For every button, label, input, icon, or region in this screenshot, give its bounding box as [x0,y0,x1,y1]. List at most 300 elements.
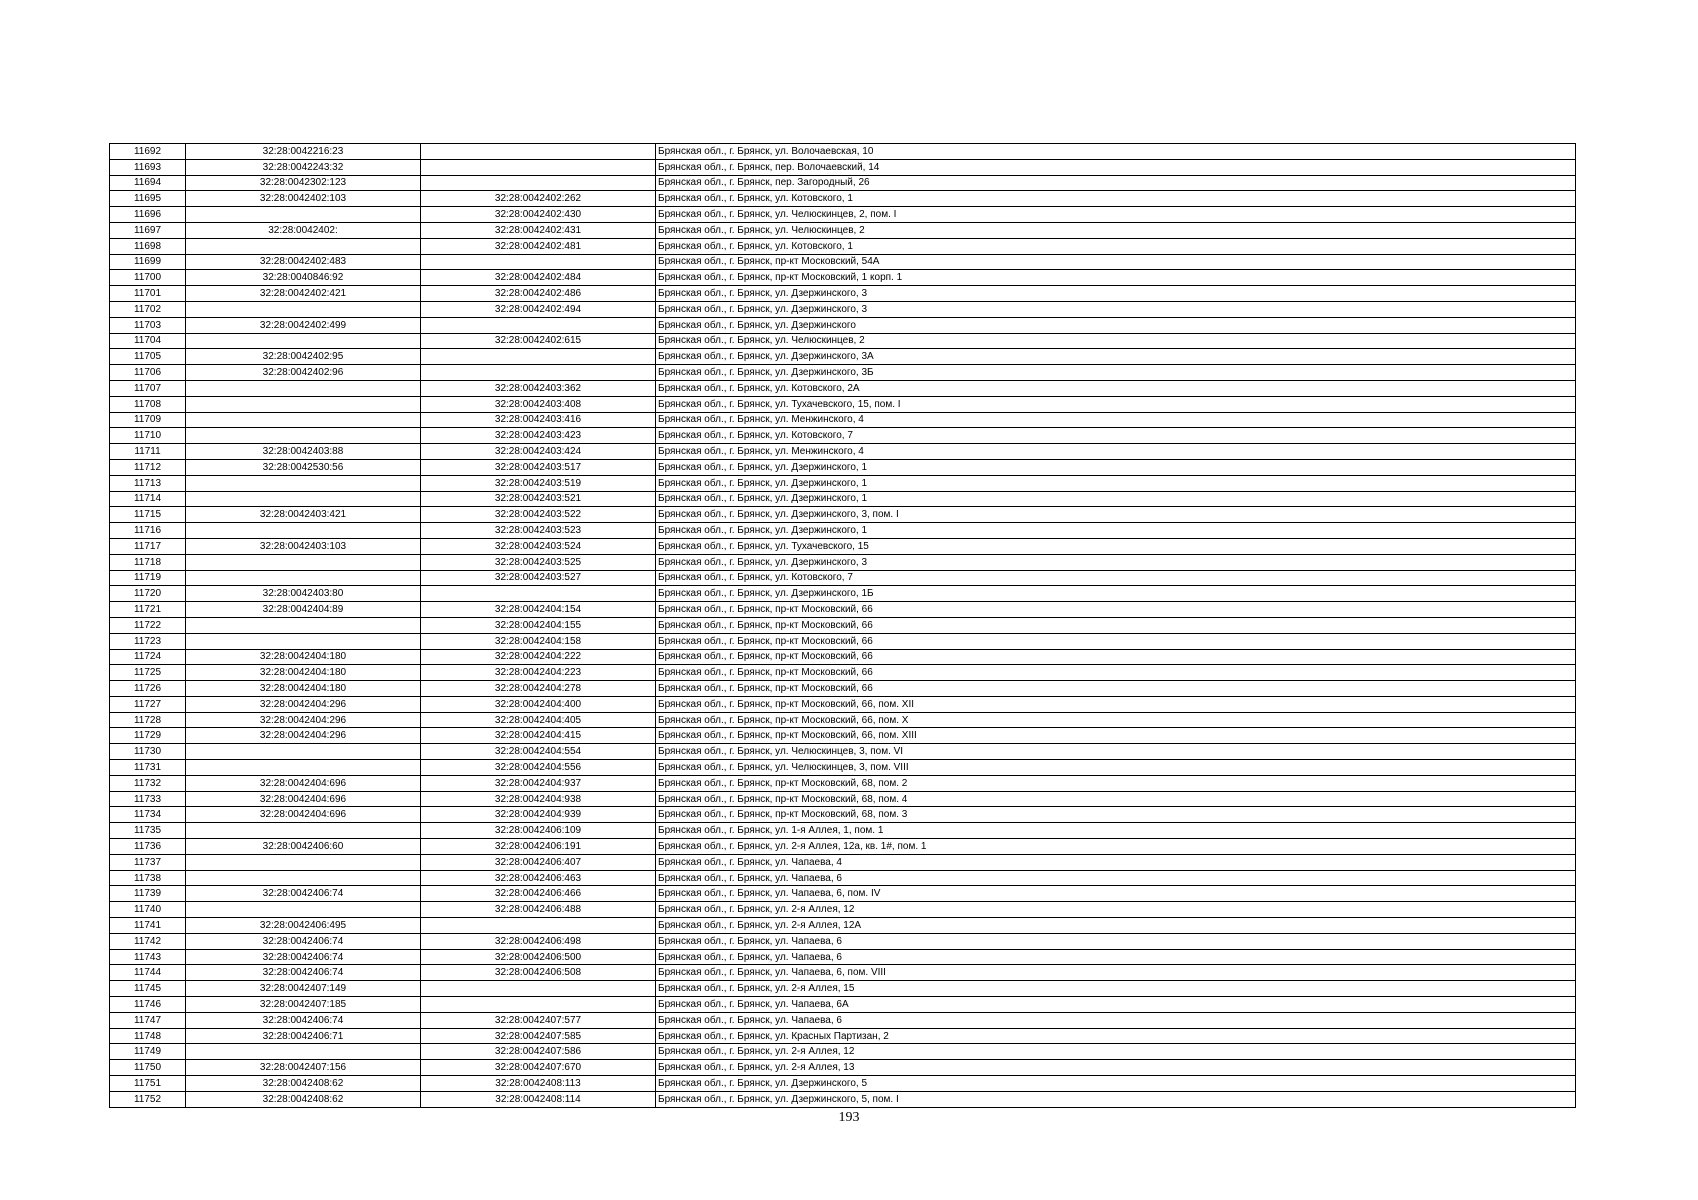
table-row [110,396,1576,412]
land-cadastral-number-cell [186,238,421,254]
address-cell: Брянская обл., г. Брянск, ул. Менжинского, 4 [656,444,1576,460]
land-cadastral-number-cell [186,491,421,507]
row-number-cell: 11707 [110,380,186,396]
table-row [110,791,1576,807]
row-number-cell: 11708 [110,396,186,412]
land-cadastral-number-cell [186,523,421,539]
table-row [110,491,1576,507]
row-number-cell: 11738 [110,870,186,886]
address-cell: Брянская обл., г. Брянск, ул. 2-я Аллея, 12А [656,918,1576,934]
row-number-cell: 11741 [110,918,186,934]
object-cadastral-number-cell: 32:28:0042402:484 [421,270,656,286]
table-row [110,538,1576,554]
table-row [110,886,1576,902]
row-number-cell: 11718 [110,554,186,570]
row-number-cell: 11706 [110,365,186,381]
address-cell: Брянская обл., г. Брянск, ул. Дзержинского, 1 [656,491,1576,507]
object-cadastral-number-cell: 32:28:0042406:488 [421,902,656,918]
table-row [110,286,1576,302]
table-row [110,349,1576,365]
address-cell: Брянская обл., г. Брянск, ул. Дзержинского, 3 [656,554,1576,570]
row-number-cell: 11715 [110,507,186,523]
table-row [110,997,1576,1013]
land-cadastral-number-cell [186,301,421,317]
object-cadastral-number-cell: 32:28:0042402:481 [421,238,656,254]
table-row [110,1044,1576,1060]
row-number-cell: 11710 [110,428,186,444]
object-cadastral-number-cell: 32:28:0042404:222 [421,649,656,665]
land-cadastral-number-cell: 32:28:0042406:71 [186,1028,421,1044]
land-cadastral-number-cell: 32:28:0042408:62 [186,1091,421,1107]
row-number-cell: 11711 [110,444,186,460]
land-cadastral-number-cell: 32:28:0042302:123 [186,175,421,191]
land-cadastral-number-cell [186,854,421,870]
address-cell: Брянская обл., г. Брянск, ул. Чапаева, 6, пом. IV [656,886,1576,902]
object-cadastral-number-cell [421,586,656,602]
table-row [110,760,1576,776]
land-cadastral-number-cell [186,760,421,776]
address-cell: Брянская обл., г. Брянск, ул. Котовского, 1 [656,191,1576,207]
table-row [110,523,1576,539]
land-cadastral-number-cell: 32:28:0042216:23 [186,144,421,160]
row-number-cell: 11751 [110,1076,186,1092]
object-cadastral-number-cell: 32:28:0042404:939 [421,807,656,823]
address-cell: Брянская обл., г. Брянск, ул. Дзержинского, 1 [656,475,1576,491]
table-row [110,1028,1576,1044]
land-cadastral-number-cell: 32:28:0042402:499 [186,317,421,333]
land-cadastral-number-cell: 32:28:0042243:32 [186,159,421,175]
land-cadastral-number-cell: 32:28:0042406:495 [186,918,421,934]
land-cadastral-number-cell: 32:28:0042404:180 [186,681,421,697]
land-cadastral-number-cell: 32:28:0042406:60 [186,839,421,855]
address-cell: Брянская обл., г. Брянск, пр-кт Московский, 1 корп. 1 [656,270,1576,286]
land-cadastral-number-cell: 32:28:0042404:180 [186,665,421,681]
object-cadastral-number-cell [421,997,656,1013]
address-cell: Брянская обл., г. Брянск, ул. Чапаева, 6, пом. VIII [656,965,1576,981]
object-cadastral-number-cell: 32:28:0042403:521 [421,491,656,507]
object-cadastral-number-cell: 32:28:0042403:408 [421,396,656,412]
row-number-cell: 11714 [110,491,186,507]
address-cell: Брянская обл., г. Брянск, ул. Дзержинского, 1 [656,523,1576,539]
row-number-cell: 11701 [110,286,186,302]
row-number-cell: 11732 [110,775,186,791]
land-cadastral-number-cell: 32:28:0042404:296 [186,712,421,728]
table-row [110,238,1576,254]
address-cell: Брянская обл., г. Брянск, ул. Дзержинского [656,317,1576,333]
address-cell: Брянская обл., г. Брянск, пр-кт Московский, 68, пом. 2 [656,775,1576,791]
row-number-cell: 11748 [110,1028,186,1044]
row-number-cell: 11745 [110,981,186,997]
row-number-cell: 11725 [110,665,186,681]
address-cell: Брянская обл., г. Брянск, ул. Челюскинцев, 2, пом. I [656,207,1576,223]
land-cadastral-number-cell: 32:28:0042406:74 [186,949,421,965]
land-cadastral-number-cell: 32:28:0042406:74 [186,886,421,902]
land-cadastral-number-cell: 32:28:0042408:62 [186,1076,421,1092]
row-number-cell: 11709 [110,412,186,428]
object-cadastral-number-cell: 32:28:0042403:522 [421,507,656,523]
row-number-cell: 11724 [110,649,186,665]
address-cell: Брянская обл., г. Брянск, пр-кт Московский, 66 [656,665,1576,681]
table-row [110,159,1576,175]
row-number-cell: 11728 [110,712,186,728]
address-cell: Брянская обл., г. Брянск, пр-кт Московский, 66, пом. XII [656,696,1576,712]
land-cadastral-number-cell: 32:28:0042404:696 [186,791,421,807]
land-cadastral-number-cell: 32:28:0042406:74 [186,965,421,981]
table-row [110,617,1576,633]
land-cadastral-number-cell: 32:28:0042402:483 [186,254,421,270]
row-number-cell: 11747 [110,1012,186,1028]
row-number-cell: 11692 [110,144,186,160]
address-cell: Брянская обл., г. Брянск, ул. Менжинского, 4 [656,412,1576,428]
land-cadastral-number-cell: 32:28:0042402:96 [186,365,421,381]
object-cadastral-number-cell: 32:28:0042403:517 [421,459,656,475]
object-cadastral-number-cell: 32:28:0042403:416 [421,412,656,428]
address-cell: Брянская обл., г. Брянск, ул. 2-я Аллея, 12 [656,1044,1576,1060]
row-number-cell: 11695 [110,191,186,207]
object-cadastral-number-cell: 32:28:0042402:262 [421,191,656,207]
address-cell: Брянская обл., г. Брянск, ул. Котовского, 7 [656,570,1576,586]
land-cadastral-number-cell [186,412,421,428]
address-cell: Брянская обл., г. Брянск, ул. Котовского, 2А [656,380,1576,396]
page-number: 193 [838,1110,860,1125]
table-row [110,459,1576,475]
object-cadastral-number-cell: 32:28:0042404:554 [421,744,656,760]
row-number-cell: 11702 [110,301,186,317]
table-row [110,965,1576,981]
object-cadastral-number-cell: 32:28:0042404:405 [421,712,656,728]
object-cadastral-number-cell: 32:28:0042407:585 [421,1028,656,1044]
land-cadastral-number-cell: 32:28:0042402:103 [186,191,421,207]
table-row [110,633,1576,649]
land-cadastral-number-cell [186,823,421,839]
table-row [110,317,1576,333]
table-row [110,712,1576,728]
table-row [110,602,1576,618]
address-cell: Брянская обл., г. Брянск, ул. Дзержинского, 3 [656,286,1576,302]
land-cadastral-number-cell [186,428,421,444]
object-cadastral-number-cell: 32:28:0042406:407 [421,854,656,870]
object-cadastral-number-cell: 32:28:0042404:158 [421,633,656,649]
row-number-cell: 11705 [110,349,186,365]
land-cadastral-number-cell: 32:28:0042403:80 [186,586,421,602]
address-cell: Брянская обл., г. Брянск, ул. Чапаева, 4 [656,854,1576,870]
land-cadastral-number-cell: 32:28:0042404:296 [186,728,421,744]
address-cell: Брянская обл., г. Брянск, пр-кт Московский, 54А [656,254,1576,270]
row-number-cell: 11693 [110,159,186,175]
address-cell: Брянская обл., г. Брянск, пр-кт Московский, 68, пом. 4 [656,791,1576,807]
table-row [110,665,1576,681]
object-cadastral-number-cell: 32:28:0042404:400 [421,696,656,712]
address-cell: Брянская обл., г. Брянск, ул. Челюскинцев, 3, пом. VI [656,744,1576,760]
land-cadastral-number-cell: 32:28:0042403:103 [186,538,421,554]
row-number-cell: 11726 [110,681,186,697]
table-row [110,981,1576,997]
object-cadastral-number-cell [421,317,656,333]
table-body [110,144,1576,1108]
row-number-cell: 11733 [110,791,186,807]
table-row [110,728,1576,744]
address-cell: Брянская обл., г. Брянск, ул. Чапаева, 6 [656,1012,1576,1028]
row-number-cell: 11717 [110,538,186,554]
row-number-cell: 11703 [110,317,186,333]
object-cadastral-number-cell: 32:28:0042406:191 [421,839,656,855]
land-cadastral-number-cell: 32:28:0042407:185 [186,997,421,1013]
land-cadastral-number-cell [186,207,421,223]
row-number-cell: 11731 [110,760,186,776]
table-row [110,144,1576,160]
land-cadastral-number-cell: 32:28:0042404:696 [186,775,421,791]
address-cell: Брянская обл., г. Брянск, пр-кт Московский, 66 [656,602,1576,618]
address-cell: Брянская обл., г. Брянск, ул. Челюскинцев, 3, пом. VIII [656,760,1576,776]
row-number-cell: 11736 [110,839,186,855]
land-cadastral-number-cell: 32:28:0042404:89 [186,602,421,618]
address-cell: Брянская обл., г. Брянск, ул. Чапаева, 6 [656,933,1576,949]
row-number-cell: 11723 [110,633,186,649]
object-cadastral-number-cell: 32:28:0042403:362 [421,380,656,396]
table-row [110,1076,1576,1092]
object-cadastral-number-cell: 32:28:0042403:519 [421,475,656,491]
table-row [110,807,1576,823]
row-number-cell: 11727 [110,696,186,712]
table-row [110,254,1576,270]
object-cadastral-number-cell: 32:28:0042403:524 [421,538,656,554]
row-number-cell: 11699 [110,254,186,270]
table-row [110,870,1576,886]
row-number-cell: 11744 [110,965,186,981]
row-number-cell: 11749 [110,1044,186,1060]
land-cadastral-number-cell: 32:28:0040846:92 [186,270,421,286]
row-number-cell: 11698 [110,238,186,254]
land-cadastral-number-cell: 32:28:0042406:74 [186,1012,421,1028]
table-row [110,554,1576,570]
row-number-cell: 11734 [110,807,186,823]
address-cell: Брянская обл., г. Брянск, пр-кт Московский, 66, пом. XIII [656,728,1576,744]
table-row [110,333,1576,349]
row-number-cell: 11712 [110,459,186,475]
land-cadastral-number-cell: 32:28:0042402: [186,222,421,238]
table-row [110,444,1576,460]
address-cell: Брянская обл., г. Брянск, пр-кт Московский, 68, пом. 3 [656,807,1576,823]
row-number-cell: 11742 [110,933,186,949]
row-number-cell: 11694 [110,175,186,191]
table-row [110,839,1576,855]
table-row [110,270,1576,286]
table-row [110,902,1576,918]
object-cadastral-number-cell [421,254,656,270]
object-cadastral-number-cell: 32:28:0042402:494 [421,301,656,317]
table-row [110,949,1576,965]
object-cadastral-number-cell: 32:28:0042402:486 [421,286,656,302]
object-cadastral-number-cell: 32:28:0042407:577 [421,1012,656,1028]
row-number-cell: 11739 [110,886,186,902]
row-number-cell: 11743 [110,949,186,965]
address-cell: Брянская обл., г. Брянск, ул. Тухачевского, 15, пом. I [656,396,1576,412]
object-cadastral-number-cell: 32:28:0042408:114 [421,1091,656,1107]
land-cadastral-number-cell: 32:28:0042404:696 [186,807,421,823]
table-row [110,918,1576,934]
object-cadastral-number-cell: 32:28:0042402:430 [421,207,656,223]
table-row [110,507,1576,523]
row-number-cell: 11716 [110,523,186,539]
address-cell: Брянская обл., г. Брянск, ул. Челюскинцев, 2 [656,333,1576,349]
land-cadastral-number-cell [186,380,421,396]
object-cadastral-number-cell: 32:28:0042404:223 [421,665,656,681]
address-cell: Брянская обл., г. Брянск, ул. 1-я Аллея, 1, пом. 1 [656,823,1576,839]
address-cell: Брянская обл., г. Брянск, ул. 2-я Аллея, 12а, кв. 1#, пом. 1 [656,839,1576,855]
table-row [110,222,1576,238]
object-cadastral-number-cell: 32:28:0042404:937 [421,775,656,791]
land-cadastral-number-cell [186,396,421,412]
address-cell: Брянская обл., г. Брянск, ул. 2-я Аллея, 15 [656,981,1576,997]
object-cadastral-number-cell: 32:28:0042404:154 [421,602,656,618]
table-row [110,823,1576,839]
object-cadastral-number-cell: 32:28:0042406:109 [421,823,656,839]
address-cell: Брянская обл., г. Брянск, ул. Котовского, 1 [656,238,1576,254]
object-cadastral-number-cell: 32:28:0042403:423 [421,428,656,444]
land-cadastral-number-cell: 32:28:0042402:421 [186,286,421,302]
table-row [110,175,1576,191]
row-number-cell: 11737 [110,854,186,870]
row-number-cell: 11752 [110,1091,186,1107]
object-cadastral-number-cell: 32:28:0042402:615 [421,333,656,349]
object-cadastral-number-cell [421,981,656,997]
object-cadastral-number-cell: 32:28:0042406:508 [421,965,656,981]
table-row [110,1060,1576,1076]
object-cadastral-number-cell: 32:28:0042406:498 [421,933,656,949]
row-number-cell: 11730 [110,744,186,760]
address-cell: Брянская обл., г. Брянск, ул. Челюскинцев, 2 [656,222,1576,238]
land-cadastral-number-cell [186,475,421,491]
object-cadastral-number-cell: 32:28:0042407:670 [421,1060,656,1076]
table-row [110,649,1576,665]
address-cell: Брянская обл., г. Брянск, пр-кт Московский, 66, пом. X [656,712,1576,728]
row-number-cell: 11750 [110,1060,186,1076]
land-cadastral-number-cell: 32:28:0042530:56 [186,459,421,475]
object-cadastral-number-cell: 32:28:0042403:523 [421,523,656,539]
row-number-cell: 11720 [110,586,186,602]
land-cadastral-number-cell [186,633,421,649]
address-cell: Брянская обл., г. Брянск, ул. 2-я Аллея, 13 [656,1060,1576,1076]
row-number-cell: 11713 [110,475,186,491]
object-cadastral-number-cell: 32:28:0042404:415 [421,728,656,744]
table-row [110,301,1576,317]
object-cadastral-number-cell: 32:28:0042403:527 [421,570,656,586]
object-cadastral-number-cell: 32:28:0042403:525 [421,554,656,570]
land-cadastral-number-cell [186,1044,421,1060]
object-cadastral-number-cell [421,365,656,381]
address-cell: Брянская обл., г. Брянск, ул. Чапаева, 6А [656,997,1576,1013]
object-cadastral-number-cell: 32:28:0042408:113 [421,1076,656,1092]
address-cell: Брянская обл., г. Брянск, ул. Чапаева, 6 [656,870,1576,886]
table-row [110,1012,1576,1028]
land-cadastral-number-cell: 32:28:0042402:95 [186,349,421,365]
row-number-cell: 11697 [110,222,186,238]
table-row [110,854,1576,870]
table-row [110,207,1576,223]
land-cadastral-number-cell [186,744,421,760]
table-row [110,365,1576,381]
address-cell: Брянская обл., г. Брянск, пр-кт Московский, 66 [656,617,1576,633]
land-cadastral-number-cell: 32:28:0042404:180 [186,649,421,665]
address-cell: Брянская обл., г. Брянск, пр-кт Московский, 66 [656,681,1576,697]
land-cadastral-number-cell: 32:28:0042407:156 [186,1060,421,1076]
address-cell: Брянская обл., г. Брянск, ул. Волочаевская, 10 [656,144,1576,160]
address-cell: Брянская обл., г. Брянск, ул. Тухачевского, 15 [656,538,1576,554]
address-cell: Брянская обл., г. Брянск, ул. Чапаева, 6 [656,949,1576,965]
row-number-cell: 11735 [110,823,186,839]
object-cadastral-number-cell [421,175,656,191]
object-cadastral-number-cell [421,159,656,175]
address-cell: Брянская обл., г. Брянск, ул. Дзержинского, 3 [656,301,1576,317]
address-cell: Брянская обл., г. Брянск, ул. Дзержинского, 1Б [656,586,1576,602]
row-number-cell: 11700 [110,270,186,286]
land-cadastral-number-cell [186,333,421,349]
land-cadastral-number-cell [186,870,421,886]
object-cadastral-number-cell: 32:28:0042404:556 [421,760,656,776]
address-cell: Брянская обл., г. Брянск, пер. Загородный, 26 [656,175,1576,191]
row-number-cell: 11696 [110,207,186,223]
address-cell: Брянская обл., г. Брянск, ул. Дзержинского, 5, пом. I [656,1091,1576,1107]
object-cadastral-number-cell [421,918,656,934]
table-row [110,570,1576,586]
object-cadastral-number-cell [421,144,656,160]
address-cell: Брянская обл., г. Брянск, пр-кт Московский, 66 [656,633,1576,649]
table-row [110,191,1576,207]
address-cell: Брянская обл., г. Брянск, пер. Волочаевский, 14 [656,159,1576,175]
land-cadastral-number-cell: 32:28:0042407:149 [186,981,421,997]
row-number-cell: 11746 [110,997,186,1013]
land-cadastral-number-cell [186,617,421,633]
registry-table [109,143,1576,1108]
object-cadastral-number-cell: 32:28:0042406:466 [421,886,656,902]
land-cadastral-number-cell [186,554,421,570]
table-row [110,696,1576,712]
row-number-cell: 11719 [110,570,186,586]
address-cell: Брянская обл., г. Брянск, ул. Дзержинского, 3А [656,349,1576,365]
row-number-cell: 11740 [110,902,186,918]
object-cadastral-number-cell: 32:28:0042404:155 [421,617,656,633]
table-row [110,586,1576,602]
object-cadastral-number-cell: 32:28:0042407:586 [421,1044,656,1060]
table-row [110,475,1576,491]
table-row [110,428,1576,444]
address-cell: Брянская обл., г. Брянск, ул. Дзержинского, 3Б [656,365,1576,381]
land-cadastral-number-cell: 32:28:0042403:88 [186,444,421,460]
address-cell: Брянская обл., г. Брянск, ул. Дзержинского, 5 [656,1076,1576,1092]
row-number-cell: 11729 [110,728,186,744]
object-cadastral-number-cell [421,349,656,365]
object-cadastral-number-cell: 32:28:0042404:278 [421,681,656,697]
land-cadastral-number-cell: 32:28:0042403:421 [186,507,421,523]
address-cell: Брянская обл., г. Брянск, пр-кт Московский, 66 [656,649,1576,665]
row-number-cell: 11704 [110,333,186,349]
table-row [110,681,1576,697]
table-row [110,1091,1576,1107]
address-cell: Брянская обл., г. Брянск, ул. 2-я Аллея, 12 [656,902,1576,918]
land-cadastral-number-cell: 32:28:0042406:74 [186,933,421,949]
object-cadastral-number-cell: 32:28:0042406:463 [421,870,656,886]
table-row [110,775,1576,791]
table-row [110,412,1576,428]
object-cadastral-number-cell: 32:28:0042406:500 [421,949,656,965]
address-cell: Брянская обл., г. Брянск, ул. Котовского, 7 [656,428,1576,444]
object-cadastral-number-cell: 32:28:0042402:431 [421,222,656,238]
table-row [110,744,1576,760]
row-number-cell: 11721 [110,602,186,618]
address-cell: Брянская обл., г. Брянск, ул. Дзержинского, 1 [656,459,1576,475]
land-cadastral-number-cell: 32:28:0042404:296 [186,696,421,712]
address-cell: Брянская обл., г. Брянск, ул. Красных Партизан, 2 [656,1028,1576,1044]
